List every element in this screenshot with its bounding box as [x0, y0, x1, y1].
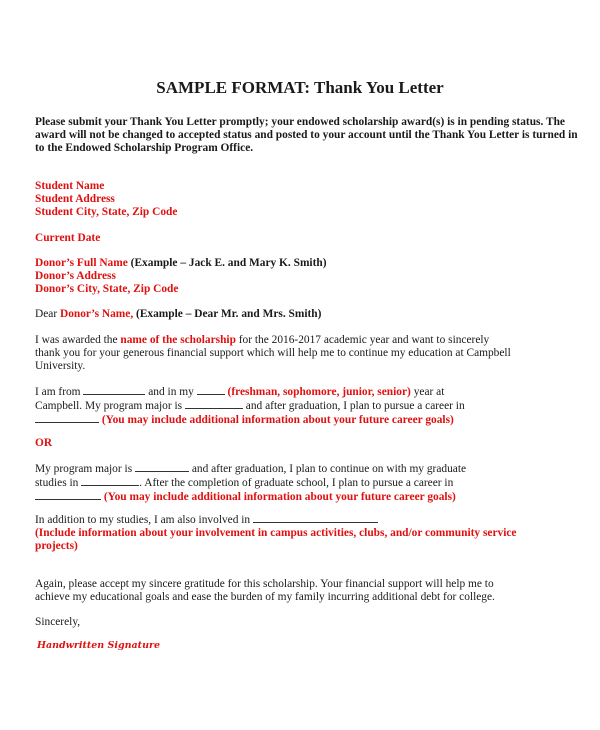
or-label: OR [35, 437, 53, 449]
para3-text: studies in [35, 476, 82, 489]
current-date-text: Current Date [35, 232, 101, 244]
handwritten-signature: Handwritten Signature [37, 640, 161, 651]
paragraph-hometown [35, 385, 570, 426]
salutation-prefix: Dear [35, 308, 60, 320]
salutation [35, 308, 570, 321]
para1-text: I was awarded the [35, 334, 121, 346]
para5-text: Again, please accept my sincere gratitude for this scholarship. Your financial support will help me to [35, 578, 494, 590]
para3-text: My program major is [35, 463, 135, 475]
paragraph-gratitude [35, 578, 570, 604]
year-blank[interactable] [197, 385, 225, 395]
involvement-note: projects) [35, 539, 78, 552]
closing-text: Sincerely, [35, 616, 81, 628]
para1-text: thank you for your generous financial support which will help me to continue my education at Campbell [35, 346, 511, 359]
para1-text: for the 2016-2017 academic year and want to sincerely [235, 334, 490, 346]
career-note: (You may include additional information about your future career goals) [99, 413, 454, 426]
donor-info [35, 257, 570, 295]
student-city: Student City, State, Zip Code [35, 205, 178, 218]
major-blank[interactable] [185, 399, 243, 409]
para5-text: achieve my educational goals and ease the burden of my family incurring additional debt for college. [35, 590, 495, 603]
donor-full-name: Donor’s Full Name [35, 257, 128, 269]
student-name: Student Name [35, 180, 105, 192]
para2-text: I am from [35, 386, 84, 398]
career-blank[interactable] [35, 490, 101, 500]
student-address: Student Address [35, 192, 115, 205]
or-separator [35, 437, 570, 450]
involvement-note: (Include information about your involvement in campus activities, clubs, and/or community service [35, 526, 517, 539]
salutation-example: (Example – Dear Mr. and Mrs. Smith) [133, 308, 322, 320]
donor-name-example: (Example – Jack E. and Mary K. Smith) [127, 257, 327, 269]
para4-text: In addition to my studies, I am also involved in [35, 514, 253, 526]
instructions-line: to the Endowed Scholarship Program Office. [35, 141, 254, 154]
major-blank[interactable] [135, 462, 189, 472]
para3-text: and after graduation, I plan to continue on with my graduate [188, 463, 467, 475]
scholarship-name: name of the scholarship [120, 334, 236, 346]
career-note: (You may include additional information about your future career goals) [101, 490, 456, 503]
instructions-line: Please submit your Thank You Letter promptly; your endowed scholarship award(s) is in pending status. The [35, 116, 565, 128]
para2-text: and after graduation, I plan to pursue a career in [242, 399, 465, 412]
para2-text: year at [410, 386, 445, 398]
para2-text: Campbell. My program major is [35, 399, 185, 412]
closing [35, 616, 570, 629]
class-options: (freshman, sophomore, junior, senior) [224, 386, 411, 398]
current-date [35, 232, 570, 245]
paragraph-award [35, 334, 570, 372]
instructions-line: award will not be changed to accepted status and posted to your account until the Thank You Letter is turned in [35, 128, 578, 141]
salutation-donor-name: Donor’s Name, [59, 308, 134, 320]
para1-text: University. [35, 359, 86, 372]
donor-city: Donor’s City, State, Zip Code [35, 282, 179, 295]
paragraph-graduate [35, 462, 570, 503]
student-info [35, 180, 570, 218]
instructions-paragraph [35, 116, 578, 154]
career-blank[interactable] [35, 413, 99, 423]
page-title: SAMPLE FORMAT: Thank You Letter [156, 78, 444, 97]
involvement-blank[interactable] [253, 513, 378, 523]
hometown-blank[interactable] [83, 385, 145, 395]
graduate-field-blank[interactable] [81, 476, 139, 486]
para2-text: and in my [145, 386, 197, 398]
donor-address: Donor’s Address [35, 269, 116, 282]
paragraph-involvement [35, 513, 570, 552]
para3-text: . After the completion of graduate school, I plan to pursue a career in [139, 476, 454, 489]
